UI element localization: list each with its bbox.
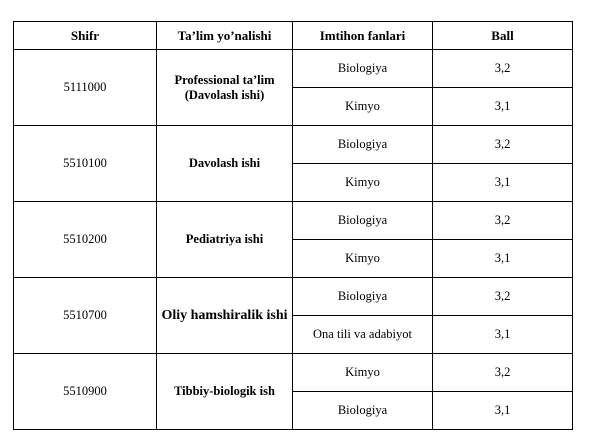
direction-cell: Pediatriya ishi bbox=[157, 202, 293, 278]
code-cell: 5510700 bbox=[14, 278, 157, 354]
subject-cell: Kimyo bbox=[293, 164, 433, 202]
score-cell: 3,2 bbox=[433, 202, 573, 240]
subject-cell: Kimyo bbox=[293, 240, 433, 278]
score-cell: 3,1 bbox=[433, 392, 573, 430]
table-row bbox=[14, 50, 573, 88]
subject-cell: Biologiya bbox=[293, 126, 433, 164]
score-cell: 3,2 bbox=[433, 278, 573, 316]
score-cell: 3,2 bbox=[433, 354, 573, 392]
table-row bbox=[14, 202, 573, 240]
subject-cell: Biologiya bbox=[293, 278, 433, 316]
header-row bbox=[14, 22, 573, 50]
code-cell: 5510900 bbox=[14, 354, 157, 430]
subject-cell: Kimyo bbox=[293, 354, 433, 392]
table-row bbox=[14, 126, 573, 164]
subject-cell: Biologiya bbox=[293, 202, 433, 240]
header-direction: Ta’lim yo’nalishi bbox=[157, 22, 293, 50]
direction-cell: Professional ta’lim (Davolash ishi) bbox=[157, 50, 293, 126]
score-cell: 3,2 bbox=[433, 126, 573, 164]
header-code: Shifr bbox=[14, 22, 157, 50]
code-cell: 5510200 bbox=[14, 202, 157, 278]
header-subjects: Imtihon fanlari bbox=[293, 22, 433, 50]
score-cell: 3,1 bbox=[433, 88, 573, 126]
direction-cell: Davolash ishi bbox=[157, 126, 293, 202]
table-row bbox=[14, 278, 573, 316]
score-cell: 3,2 bbox=[433, 50, 573, 88]
subject-cell: Kimyo bbox=[293, 88, 433, 126]
table-row bbox=[14, 354, 573, 392]
score-cell: 3,1 bbox=[433, 316, 573, 354]
direction-cell: Oliy hamshiralik ishi bbox=[157, 278, 293, 354]
code-cell: 5510100 bbox=[14, 126, 157, 202]
subject-cell: Ona tili va adabiyot bbox=[293, 316, 433, 354]
score-cell: 3,1 bbox=[433, 164, 573, 202]
direction-cell: Tibbiy-biologik ish bbox=[157, 354, 293, 430]
score-cell: 3,1 bbox=[433, 240, 573, 278]
table-header bbox=[14, 22, 573, 50]
table-body bbox=[14, 50, 573, 430]
admission-scores-table bbox=[13, 21, 573, 430]
header-score: Ball bbox=[433, 22, 573, 50]
subject-cell: Biologiya bbox=[293, 50, 433, 88]
subject-cell: Biologiya bbox=[293, 392, 433, 430]
code-cell: 5111000 bbox=[14, 50, 157, 126]
